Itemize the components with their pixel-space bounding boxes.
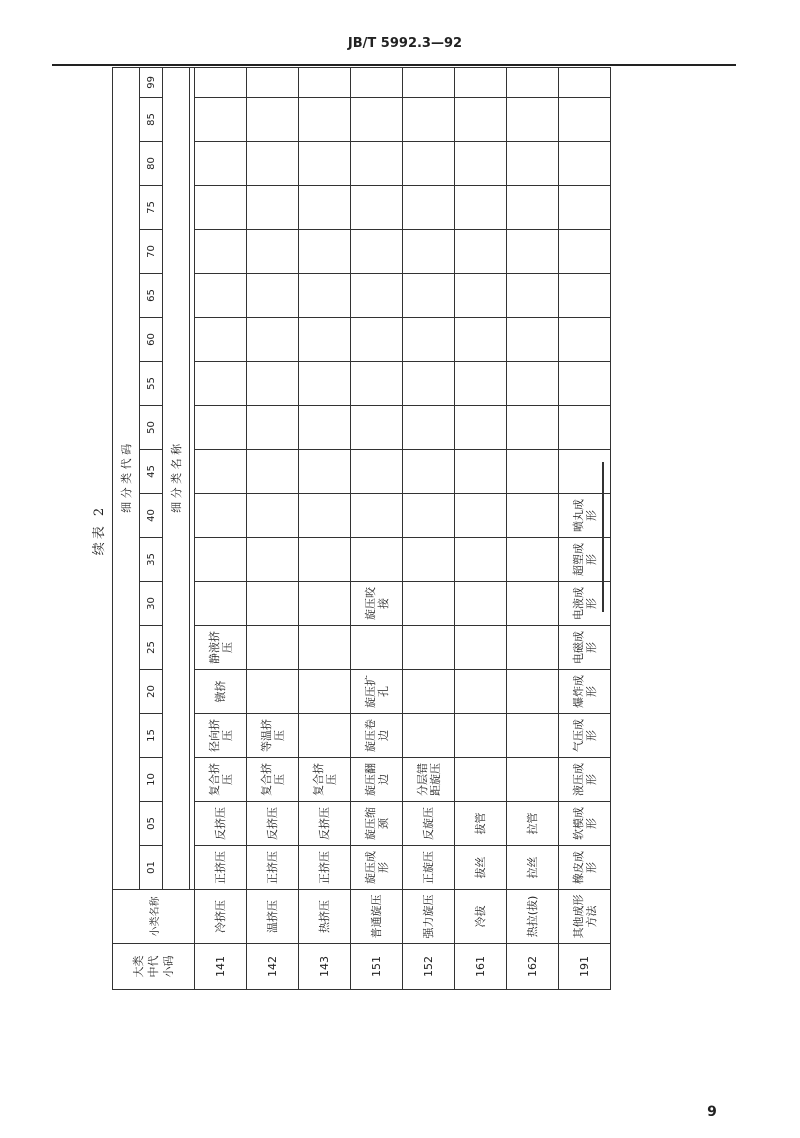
row-code: 162 bbox=[507, 944, 559, 990]
table-cell bbox=[559, 67, 611, 97]
table-cell: 拉管 bbox=[507, 802, 559, 846]
table-cell: 旋压缩颈 bbox=[351, 802, 403, 846]
table-cell bbox=[403, 582, 455, 626]
table-cell bbox=[299, 274, 351, 318]
table-cell bbox=[455, 670, 507, 714]
table-cell bbox=[247, 142, 299, 186]
row-name: 温挤压 bbox=[247, 890, 299, 944]
table-cell bbox=[351, 274, 403, 318]
table-cell bbox=[195, 67, 247, 97]
table-cell: 软模成形 bbox=[559, 802, 611, 846]
table-cell bbox=[455, 538, 507, 582]
table-cell bbox=[455, 230, 507, 274]
table-cell: 径向挤压 bbox=[195, 714, 247, 758]
table-cell bbox=[403, 626, 455, 670]
column-code: 05 bbox=[140, 802, 163, 846]
table-cell: 分层错距旋压 bbox=[403, 758, 455, 802]
table-cell bbox=[247, 626, 299, 670]
table-cell bbox=[455, 318, 507, 362]
table-cell bbox=[455, 714, 507, 758]
table-cell: 镦挤 bbox=[195, 670, 247, 714]
table-cell bbox=[455, 626, 507, 670]
table-cell bbox=[403, 142, 455, 186]
table-cell bbox=[507, 538, 559, 582]
table-cell bbox=[403, 714, 455, 758]
table-cell bbox=[247, 318, 299, 362]
table-cell bbox=[299, 67, 351, 97]
column-code: 70 bbox=[140, 230, 163, 274]
table-cell bbox=[507, 362, 559, 406]
table-body bbox=[195, 67, 611, 989]
table-cell bbox=[351, 362, 403, 406]
table-cell bbox=[559, 406, 611, 450]
table-cell bbox=[559, 98, 611, 142]
table-cell bbox=[559, 186, 611, 230]
table-cell bbox=[195, 318, 247, 362]
table-cell bbox=[299, 186, 351, 230]
table-cell bbox=[299, 626, 351, 670]
table-cell bbox=[299, 406, 351, 450]
table-cell bbox=[403, 98, 455, 142]
table-row bbox=[195, 67, 247, 989]
table-row bbox=[455, 67, 507, 989]
table-cell: 正挤压 bbox=[247, 846, 299, 890]
row-code: 141 bbox=[195, 944, 247, 990]
table-cell: 拔管 bbox=[455, 802, 507, 846]
table-cell bbox=[403, 538, 455, 582]
table-cell bbox=[247, 582, 299, 626]
table-cell bbox=[403, 670, 455, 714]
table-row bbox=[403, 67, 455, 989]
table-cell bbox=[507, 714, 559, 758]
table-cell: 复合挤压 bbox=[299, 758, 351, 802]
table-cell bbox=[559, 142, 611, 186]
table-cell bbox=[351, 230, 403, 274]
row-name: 其他成形方法 bbox=[559, 890, 611, 944]
table-cell bbox=[455, 582, 507, 626]
table-cell: 超塑成形 bbox=[559, 538, 611, 582]
column-code: 35 bbox=[140, 538, 163, 582]
table-cell bbox=[507, 67, 559, 97]
table-cell bbox=[299, 142, 351, 186]
table-cell bbox=[507, 274, 559, 318]
table-cell bbox=[403, 230, 455, 274]
table-cell: 喷丸成形 bbox=[559, 494, 611, 538]
table-cell bbox=[195, 98, 247, 142]
table-cell bbox=[247, 98, 299, 142]
table-cell bbox=[247, 406, 299, 450]
corner-code-line-2: 中代 bbox=[147, 955, 160, 978]
table-cell bbox=[351, 98, 403, 142]
table-cell bbox=[507, 142, 559, 186]
table-cell bbox=[507, 318, 559, 362]
table-cell: 反挤压 bbox=[195, 802, 247, 846]
page-number: 9 bbox=[707, 1104, 717, 1120]
table-cell: 复合挤压 bbox=[195, 758, 247, 802]
table-cell bbox=[247, 230, 299, 274]
table-cell bbox=[351, 142, 403, 186]
table-cell bbox=[403, 450, 455, 494]
table-cell bbox=[195, 450, 247, 494]
table-cell: 旋压扩孔 bbox=[351, 670, 403, 714]
table-cell bbox=[299, 538, 351, 582]
table-cell: 旋压咬接 bbox=[351, 582, 403, 626]
table-cell bbox=[559, 274, 611, 318]
table-cell: 旋压翻边 bbox=[351, 758, 403, 802]
table-cell bbox=[299, 714, 351, 758]
column-code: 75 bbox=[140, 186, 163, 230]
table-cell: 静液挤压 bbox=[195, 626, 247, 670]
table-cell: 电液成形 bbox=[559, 582, 611, 626]
table-cell bbox=[195, 582, 247, 626]
table-cell: 等温挤压 bbox=[247, 714, 299, 758]
table-cell bbox=[299, 230, 351, 274]
table-cell bbox=[403, 318, 455, 362]
table-cell bbox=[403, 274, 455, 318]
table-cell bbox=[247, 274, 299, 318]
table-row bbox=[351, 67, 403, 989]
column-code: 45 bbox=[140, 450, 163, 494]
column-code: 15 bbox=[140, 714, 163, 758]
column-code-row bbox=[140, 67, 163, 989]
row-name: 热拉(拔) bbox=[507, 890, 559, 944]
table-cell bbox=[507, 582, 559, 626]
table-cell bbox=[403, 186, 455, 230]
group-header: 细 分 类 代 码 bbox=[113, 67, 140, 889]
table-cell: 电磁成形 bbox=[559, 626, 611, 670]
table-cell bbox=[299, 670, 351, 714]
table-cell bbox=[195, 230, 247, 274]
table-cell bbox=[507, 450, 559, 494]
row-name: 普通旋压 bbox=[351, 890, 403, 944]
column-code: 65 bbox=[140, 274, 163, 318]
table-caption: 续表 2 bbox=[92, 504, 107, 556]
table-cell bbox=[351, 538, 403, 582]
table-cell bbox=[455, 142, 507, 186]
table-cell bbox=[403, 67, 455, 97]
row-name: 强力旋压 bbox=[403, 890, 455, 944]
table-cell bbox=[455, 494, 507, 538]
table-cell: 正挤压 bbox=[299, 846, 351, 890]
table-cell bbox=[351, 626, 403, 670]
table-cell bbox=[299, 98, 351, 142]
table-cell: 液压成形 bbox=[559, 758, 611, 802]
column-code: 50 bbox=[140, 406, 163, 450]
table-cell bbox=[403, 362, 455, 406]
table-cell: 复合挤压 bbox=[247, 758, 299, 802]
corner-name-header: 小类名称 bbox=[113, 890, 195, 944]
table-cell: 正旋压 bbox=[403, 846, 455, 890]
table-cell bbox=[455, 758, 507, 802]
row-code: 142 bbox=[247, 944, 299, 990]
table-cell bbox=[299, 318, 351, 362]
table-cell bbox=[403, 406, 455, 450]
table-cell bbox=[351, 318, 403, 362]
table-cell bbox=[195, 494, 247, 538]
table-cell: 爆炸成形 bbox=[559, 670, 611, 714]
table-cell: 气压成形 bbox=[559, 714, 611, 758]
table-cell bbox=[195, 406, 247, 450]
table-cell bbox=[247, 450, 299, 494]
table-cell bbox=[247, 67, 299, 97]
column-code: 40 bbox=[140, 494, 163, 538]
table-row bbox=[507, 67, 559, 989]
corner-code-line-1: 大类 bbox=[132, 955, 145, 978]
table-cell bbox=[299, 582, 351, 626]
table-cell bbox=[455, 98, 507, 142]
table-cell bbox=[455, 362, 507, 406]
table-cell bbox=[507, 494, 559, 538]
table-cell bbox=[455, 450, 507, 494]
table-cell bbox=[195, 362, 247, 406]
column-code: 80 bbox=[140, 142, 163, 186]
table-cell bbox=[247, 186, 299, 230]
rotated-table bbox=[88, 70, 598, 990]
name-header: 细 分 类 名 称 bbox=[163, 67, 190, 889]
row-code: 151 bbox=[351, 944, 403, 990]
table-cell bbox=[507, 406, 559, 450]
table-cell: 反挤压 bbox=[299, 802, 351, 846]
table-row bbox=[247, 67, 299, 989]
row-code: 152 bbox=[403, 944, 455, 990]
classification-table bbox=[112, 67, 611, 990]
table-cell bbox=[247, 494, 299, 538]
table-cell bbox=[559, 230, 611, 274]
corner-code-line-3: 小码 bbox=[162, 955, 175, 978]
column-code: 30 bbox=[140, 582, 163, 626]
table-cell bbox=[195, 274, 247, 318]
table-cell: 正挤压 bbox=[195, 846, 247, 890]
table-cell: 橡皮成形 bbox=[559, 846, 611, 890]
table-cell bbox=[351, 186, 403, 230]
row-name: 热挤压 bbox=[299, 890, 351, 944]
table-cell bbox=[247, 670, 299, 714]
row-name: 冷挤压 bbox=[195, 890, 247, 944]
column-code: 10 bbox=[140, 758, 163, 802]
document-header: JB/T 5992.3—92 bbox=[347, 36, 463, 51]
column-code: 25 bbox=[140, 626, 163, 670]
table-cell bbox=[195, 538, 247, 582]
table-cell: 旋压卷边 bbox=[351, 714, 403, 758]
table-cell bbox=[507, 186, 559, 230]
table-cell: 拉丝 bbox=[507, 846, 559, 890]
table-row bbox=[299, 67, 351, 989]
column-code: 99 bbox=[140, 67, 163, 97]
table-cell bbox=[195, 186, 247, 230]
table-cell: 旋压成形 bbox=[351, 846, 403, 890]
header-rule bbox=[52, 64, 736, 66]
table-cell bbox=[195, 142, 247, 186]
row-name: 冷拔 bbox=[455, 890, 507, 944]
row-code: 161 bbox=[455, 944, 507, 990]
table-cell: 拔丝 bbox=[455, 846, 507, 890]
table-cell bbox=[507, 670, 559, 714]
table-cell: 反挤压 bbox=[247, 802, 299, 846]
table-cell bbox=[455, 406, 507, 450]
table-cell bbox=[299, 494, 351, 538]
table-continuation-line bbox=[602, 462, 604, 612]
column-code: 01 bbox=[140, 846, 163, 890]
row-code: 143 bbox=[299, 944, 351, 990]
column-code: 55 bbox=[140, 362, 163, 406]
table-cell bbox=[351, 450, 403, 494]
table-cell bbox=[403, 494, 455, 538]
table-cell bbox=[247, 538, 299, 582]
table-cell bbox=[351, 67, 403, 97]
table-cell bbox=[455, 67, 507, 97]
table-cell bbox=[299, 450, 351, 494]
table-cell bbox=[247, 362, 299, 406]
table-cell bbox=[507, 230, 559, 274]
table-cell bbox=[351, 406, 403, 450]
table-cell bbox=[507, 98, 559, 142]
column-code: 20 bbox=[140, 670, 163, 714]
table-cell bbox=[455, 186, 507, 230]
row-code: 191 bbox=[559, 944, 611, 990]
table-cell bbox=[559, 318, 611, 362]
table-cell bbox=[559, 362, 611, 406]
table-cell bbox=[455, 274, 507, 318]
table-cell bbox=[351, 494, 403, 538]
table-cell bbox=[507, 626, 559, 670]
table-cell: 反旋压 bbox=[403, 802, 455, 846]
table-cell bbox=[507, 758, 559, 802]
column-code: 85 bbox=[140, 98, 163, 142]
column-code: 60 bbox=[140, 318, 163, 362]
corner-code-header bbox=[113, 944, 195, 990]
table-cell bbox=[299, 362, 351, 406]
